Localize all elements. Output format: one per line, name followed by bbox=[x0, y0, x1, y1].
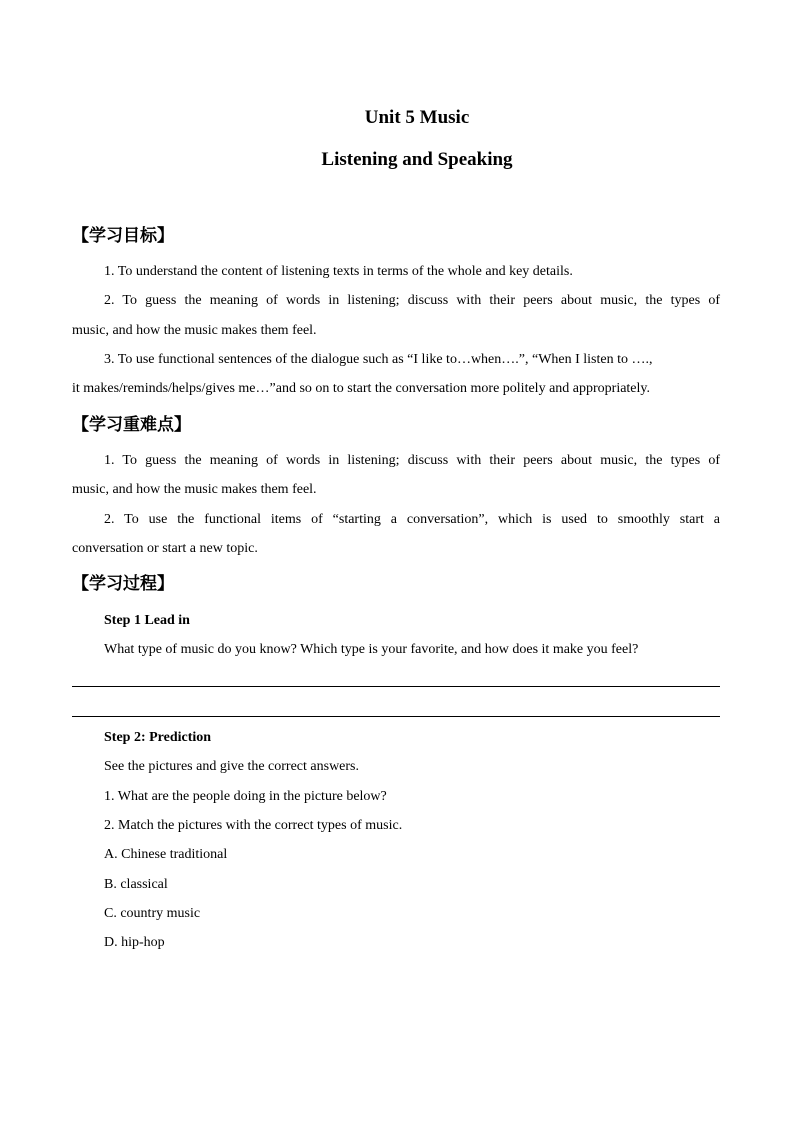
step2-question-1: 1. What are the people doing in the picture below? bbox=[104, 789, 387, 804]
key-point-2-line-1: 2. To use the functional items of “starting a conversation”, which is used to smoothly start a bbox=[104, 512, 720, 527]
option-b: B. classical bbox=[104, 877, 168, 892]
key-point-2-line-2: conversation or start a new topic. bbox=[72, 541, 258, 556]
step2-instruction: See the pictures and give the correct answers. bbox=[104, 759, 360, 774]
objective-3-line-1: 3. To use functional sentences of the dialogue such as “I like to…when….”, “When I listen to …., bbox=[104, 352, 653, 367]
step2-question-2: 2. Match the pictures with the correct types of music. bbox=[104, 818, 403, 833]
key-points-heading: 【学习重难点】 bbox=[72, 415, 191, 435]
objective-3-line-2: it makes/reminds/helps/gives me…”and so on to start the conversation more politely and appropriately. bbox=[72, 381, 651, 396]
answer-line-2 bbox=[72, 716, 720, 717]
unit-title: Unit 5 Music bbox=[364, 107, 470, 128]
process-heading: 【学习过程】 bbox=[72, 574, 174, 594]
option-c: C. country music bbox=[104, 906, 201, 921]
answer-line-1 bbox=[72, 686, 720, 687]
key-point-1-line-1: 1. To guess the meaning of words in listening; discuss with their peers about music, the types of bbox=[104, 453, 720, 468]
key-point-1-line-2: music, and how the music makes them feel. bbox=[72, 482, 317, 497]
objective-1: 1. To understand the content of listening texts in terms of the whole and key details. bbox=[104, 264, 573, 279]
lesson-subtitle: Listening and Speaking bbox=[321, 149, 513, 170]
option-d: D. hip-hop bbox=[104, 935, 165, 950]
objectives-heading: 【学习目标】 bbox=[72, 226, 174, 246]
option-a: A. Chinese traditional bbox=[104, 847, 228, 862]
objective-2-line-2: music, and how the music makes them feel. bbox=[72, 323, 317, 338]
step2-heading: Step 2: Prediction bbox=[104, 730, 212, 745]
objective-2-line-1: 2. To guess the meaning of words in listening; discuss with their peers about music, the types of bbox=[104, 293, 720, 308]
step1-question: What type of music do you know? Which type is your favorite, and how does it make you feel? bbox=[104, 642, 639, 657]
step1-heading: Step 1 Lead in bbox=[104, 613, 190, 628]
